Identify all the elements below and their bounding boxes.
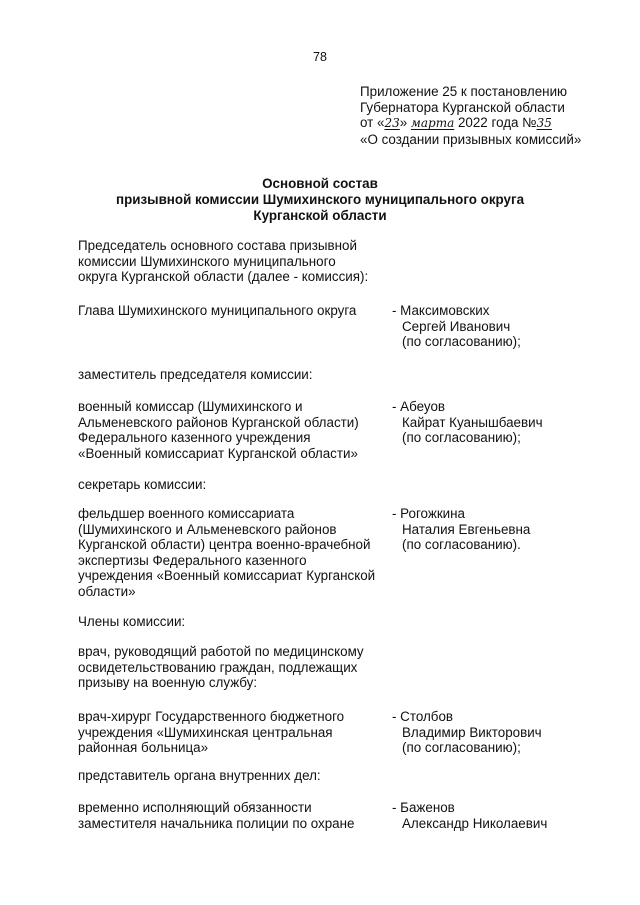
date-mid: » <box>399 115 411 131</box>
section-heading: заместитель председателя комиссии: <box>78 367 313 382</box>
role-line: Федерального казенного учреждения <box>78 430 311 446</box>
member-person <box>392 303 521 350</box>
appendix-line: Губернатора Курганской области <box>360 99 565 115</box>
person-name: Наталия Евгеньевна <box>402 521 531 537</box>
role-line: Глава Шумихинского муниципального округа <box>78 303 357 318</box>
role-line: (Шумихинского и Альменевского районов <box>78 521 337 537</box>
person-name: Сергей Иванович <box>402 318 511 334</box>
member-role <box>78 709 378 756</box>
member-role <box>78 800 378 831</box>
role-line: освидетельствованию граждан, подлежащих <box>78 659 358 675</box>
title-line: Основной состав <box>262 176 378 191</box>
title-line: призывной комиссии Шумихинского муниципального округа <box>115 192 525 207</box>
person-surname: - Рогожкина <box>392 506 465 521</box>
appendix-header <box>360 84 610 147</box>
page-number: 78 <box>313 50 327 64</box>
chair-heading-line: комиссии Шумихинского муниципального <box>78 253 336 269</box>
section-heading: представитель органа внутренних дел: <box>78 768 321 783</box>
member-role <box>78 399 378 461</box>
member-entry <box>78 399 558 461</box>
title-line: Курганской области <box>253 208 387 223</box>
member-entry <box>78 506 558 600</box>
chair-heading <box>78 238 558 285</box>
role-line: области» <box>78 583 136 599</box>
role-line: районная больница» <box>78 740 209 756</box>
person-note: (по согласованию); <box>402 430 521 446</box>
appendix-line: «О создании призывных комиссий» <box>360 131 582 147</box>
role-line: временно исполняющий обязанности <box>78 800 312 815</box>
handwritten-month: марта <box>410 116 455 131</box>
section-heading: Члены комиссии: <box>78 614 186 629</box>
person-note: (по согласованию); <box>402 334 521 350</box>
chair-heading-line: округа Курганской области (далее - комиссия): <box>78 269 369 285</box>
chair-heading-line: Председатель основного состава призывной <box>78 238 357 253</box>
person-note: (по согласованию). <box>402 537 521 553</box>
role-line: Курганской области) центра военно-врачебной <box>78 537 371 553</box>
appendix-date-line <box>360 115 610 132</box>
document-title <box>0 176 640 224</box>
handwritten-number: 35 <box>536 116 552 131</box>
role-line: фельдшер военного комиссариата <box>78 506 295 521</box>
member-entry <box>78 303 558 350</box>
person-surname: - Столбов <box>392 709 454 724</box>
person-name: Владимир Викторович <box>402 724 542 740</box>
role-line: экспертизы Федерального казенного <box>78 552 307 568</box>
member-entry <box>78 709 558 756</box>
member-entry <box>78 800 558 831</box>
member-role <box>78 644 378 691</box>
person-surname: - Максимовских <box>392 303 490 318</box>
role-line: военный комиссар (Шумихинского и <box>78 399 303 414</box>
member-person <box>392 709 542 756</box>
member-person <box>392 506 530 553</box>
person-surname: - Баженов <box>392 800 455 815</box>
role-line: врач-хирург Государственного бюджетного <box>78 709 345 724</box>
date-year: 2022 года № <box>454 115 537 131</box>
person-name: Александр Николаевич <box>402 815 548 831</box>
role-line: Альменевского районов Курганской области) <box>78 414 359 430</box>
member-group-heading <box>78 644 558 691</box>
member-role <box>78 506 378 600</box>
date-prefix: от « <box>360 115 385 131</box>
role-line: учреждения «Шумихинская центральная <box>78 724 333 740</box>
role-line: заместителя начальника полиции по охране <box>78 815 355 831</box>
handwritten-day: 23 <box>384 116 400 131</box>
member-person <box>392 399 543 446</box>
member-role <box>78 303 378 319</box>
person-note: (по согласованию); <box>402 740 521 756</box>
member-person <box>392 800 547 831</box>
appendix-line: Приложение 25 к постановлению <box>360 84 568 99</box>
role-line: врач, руководящий работой по медицинскому <box>78 644 364 659</box>
person-name: Кайрат Куанышбаевич <box>402 414 543 430</box>
role-line: «Военный комиссариат Курганской области» <box>78 445 358 461</box>
section-heading: секретарь комиссии: <box>78 477 207 492</box>
role-line: призыву на военную службу: <box>78 675 258 691</box>
person-surname: - Абеуов <box>392 399 446 414</box>
role-line: учреждения «Военный комиссариат Курганской <box>78 568 376 584</box>
